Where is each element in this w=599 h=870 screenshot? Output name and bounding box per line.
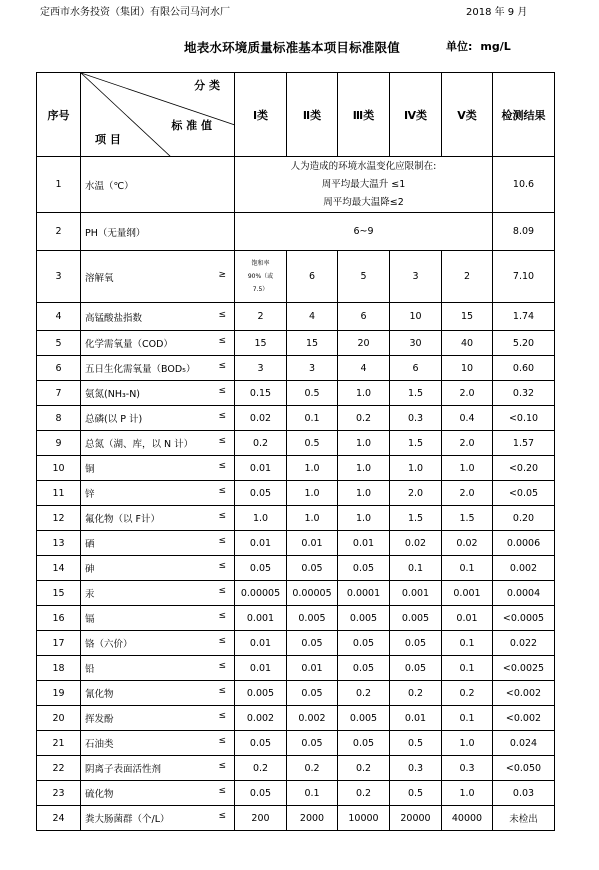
result-value: <0.20: [493, 456, 555, 481]
comparison-symbol: ≤: [218, 336, 226, 346]
row-number: 16: [37, 606, 81, 631]
item-name-text: 铬（六价）: [85, 639, 133, 650]
table-row: [37, 303, 555, 331]
result-value: <0.10: [493, 406, 555, 431]
item-name-text: 汞: [85, 589, 95, 600]
row-number: 9: [37, 431, 81, 456]
header-class-5: Ⅴ类: [442, 73, 493, 157]
unit-label: [446, 38, 511, 54]
limit-value-class-5: 0.1: [442, 656, 493, 681]
result-value: <0.05: [493, 481, 555, 506]
limit-value-class-4: 0.5: [390, 731, 442, 756]
item-name: [81, 731, 235, 756]
limit-value-class-2: 1.0: [287, 481, 338, 506]
row-number: 17: [37, 631, 81, 656]
limit-value-class-4: 0.3: [390, 756, 442, 781]
limit-value-class-2: 1.0: [287, 506, 338, 531]
item-name-text: 五日生化需氧量（BOD₅）: [85, 364, 196, 375]
limit-value-class-2: 0.5: [287, 381, 338, 406]
comparison-symbol: ≤: [218, 661, 226, 671]
limit-value-class-2: 0.05: [287, 731, 338, 756]
limit-value-class-2: 0.1: [287, 781, 338, 806]
result-value: 0.32: [493, 381, 555, 406]
item-name: [81, 157, 235, 213]
result-value: 0.03: [493, 781, 555, 806]
limit-value-class-2: 2000: [287, 806, 338, 831]
limit-value-class-1: 0.2: [235, 756, 287, 781]
row-number: 4: [37, 303, 81, 331]
limit-value-class-5: 0.001: [442, 581, 493, 606]
limit-value-class-2: 6: [287, 251, 338, 303]
comparison-symbol: ≥: [218, 269, 226, 280]
comparison-symbol: ≤: [218, 486, 226, 496]
limit-value-class-1: 0.05: [235, 556, 287, 581]
standards-table: [36, 72, 555, 831]
limit-value-class-2: 0.01: [287, 656, 338, 681]
header-item: 项 目: [95, 133, 121, 146]
row-number: 6: [37, 356, 81, 381]
comparison-symbol: ≤: [218, 386, 226, 396]
item-name: [81, 431, 235, 456]
item-name-text: 镉: [85, 614, 95, 625]
row-number: 13: [37, 531, 81, 556]
comparison-symbol: ≤: [218, 611, 226, 621]
limit-value-class-1: 0.001: [235, 606, 287, 631]
item-name-text: 粪大肠菌群（个/L）: [85, 814, 170, 825]
limit-value-class-3: 6: [338, 303, 390, 331]
item-name-text: 阴离子表面活性剂: [85, 764, 162, 775]
item-name-text: 硫化物: [85, 789, 114, 800]
header-category: 分 类: [194, 79, 220, 92]
item-name: [81, 481, 235, 506]
result-value: 0.60: [493, 356, 555, 381]
table-row: [37, 406, 555, 431]
result-value: 8.09: [493, 213, 555, 251]
table-row: [37, 806, 555, 831]
item-name-text: 氰化物: [85, 689, 114, 700]
header-standard: 标 准 值: [171, 119, 212, 132]
limit-value-class-4: 1.5: [390, 381, 442, 406]
item-name: [81, 631, 235, 656]
item-name-text: 锌: [85, 489, 95, 500]
limit-value-class-3: 0.05: [338, 656, 390, 681]
result-value: 1.74: [493, 303, 555, 331]
comparison-symbol: ≤: [218, 686, 226, 696]
diagonal-header-cell: [81, 73, 235, 157]
result-value: <0.0005: [493, 606, 555, 631]
item-name: [81, 251, 235, 303]
item-name: [81, 756, 235, 781]
limit-value-class-4: 0.05: [390, 631, 442, 656]
limit-value-class-1: 0.005: [235, 681, 287, 706]
limit-value-class-1: 15: [235, 331, 287, 356]
limit-value-class-2: 15: [287, 331, 338, 356]
limit-value-class-3: 1.0: [338, 481, 390, 506]
limit-value-class-3: 0.2: [338, 756, 390, 781]
item-name: [81, 806, 235, 831]
row-number: 12: [37, 506, 81, 531]
header-class-3: Ⅲ类: [338, 73, 390, 157]
limit-value-class-5: 2.0: [442, 381, 493, 406]
limit-value-class-5: 2.0: [442, 481, 493, 506]
item-name: [81, 331, 235, 356]
limit-value-line: 饱和率: [251, 260, 270, 267]
limit-value-class-5: 1.5: [442, 506, 493, 531]
limit-value-class-4: 2.0: [390, 481, 442, 506]
item-name-text: 总氮（湖、库，以 N 计）: [85, 439, 194, 450]
merged-limit-line: 人为造成的环境水温变化应限制在:: [290, 160, 437, 172]
merged-limit-cell: [235, 213, 493, 251]
result-value: <0.002: [493, 706, 555, 731]
limit-value-class-3: 4: [338, 356, 390, 381]
limit-value-class-2: 1.0: [287, 456, 338, 481]
limit-value-class-1: 0.002: [235, 706, 287, 731]
limit-value-class-3: 1.0: [338, 506, 390, 531]
item-name: [81, 706, 235, 731]
item-name-text: 铜: [85, 464, 95, 475]
item-name: [81, 381, 235, 406]
limit-value-class-2: 3: [287, 356, 338, 381]
comparison-symbol: ≤: [218, 461, 226, 471]
limit-value-class-3: 0.05: [338, 631, 390, 656]
comparison-symbol: ≤: [218, 436, 226, 446]
table-row: [37, 656, 555, 681]
limit-value-class-2: 0.002: [287, 706, 338, 731]
limit-value-class-2: 0.005: [287, 606, 338, 631]
limit-value-class-5: 0.01: [442, 606, 493, 631]
limit-value-class-4: 0.5: [390, 781, 442, 806]
limit-value-class-5: 1.0: [442, 456, 493, 481]
header-class-4: Ⅳ类: [390, 73, 442, 157]
item-name-text: PH（无量纲）: [85, 227, 146, 239]
limit-value-class-3: 0.005: [338, 706, 390, 731]
merged-limit-line: 6~9: [353, 225, 374, 237]
header-result: 检测结果: [493, 73, 555, 157]
result-value: 5.20: [493, 331, 555, 356]
limit-value-class-3: 0.2: [338, 781, 390, 806]
table-row: [37, 531, 555, 556]
limit-value-class-5: 2: [442, 251, 493, 303]
limit-value-class-1: 3: [235, 356, 287, 381]
merged-limit-cell: [235, 157, 493, 213]
item-name-text: 水温（℃）: [85, 180, 134, 192]
row-number: 18: [37, 656, 81, 681]
item-name-text: 氨氮(NH₃-N): [85, 389, 141, 400]
limit-value-class-3: 0.2: [338, 406, 390, 431]
result-value: <0.050: [493, 756, 555, 781]
limit-value-class-1: 200: [235, 806, 287, 831]
row-number: 1: [37, 157, 81, 213]
limit-value-class-5: 0.4: [442, 406, 493, 431]
item-name-text: 铅: [85, 664, 95, 675]
limit-value-class-5: 1.0: [442, 731, 493, 756]
limit-value-class-1: 0.15: [235, 381, 287, 406]
limit-value-class-3: 0.05: [338, 731, 390, 756]
limit-value-class-4: 3: [390, 251, 442, 303]
limit-value-class-4: 0.01: [390, 706, 442, 731]
limit-value-class-4: 0.001: [390, 581, 442, 606]
row-number: 20: [37, 706, 81, 731]
limit-value-class-3: 0.01: [338, 531, 390, 556]
table-header-row: [37, 73, 555, 157]
row-number: 11: [37, 481, 81, 506]
limit-value-class-3: 1.0: [338, 456, 390, 481]
limit-value-class-4: 0.05: [390, 656, 442, 681]
result-value: 0.20: [493, 506, 555, 531]
comparison-symbol: ≤: [218, 536, 226, 546]
limit-value-class-2: 0.2: [287, 756, 338, 781]
result-value: 0.0004: [493, 581, 555, 606]
table-row: [37, 506, 555, 531]
comparison-symbol: ≤: [218, 786, 226, 796]
row-number: 19: [37, 681, 81, 706]
limit-value-class-1: 0.05: [235, 731, 287, 756]
limit-value-class-5: 0.2: [442, 681, 493, 706]
comparison-symbol: ≤: [218, 586, 226, 596]
table-row: [37, 706, 555, 731]
limit-value-class-5: 2.0: [442, 431, 493, 456]
table-row: [37, 213, 555, 251]
limit-value-class-4: 1.5: [390, 506, 442, 531]
limit-value-class-1: 0.2: [235, 431, 287, 456]
limit-value-class-5: 0.1: [442, 631, 493, 656]
table-body: [37, 73, 555, 831]
header-class-1: Ⅰ类: [235, 73, 287, 157]
row-number: 23: [37, 781, 81, 806]
limit-value-class-5: 0.1: [442, 556, 493, 581]
limit-value-class-4: 0.2: [390, 681, 442, 706]
limit-value-class-1: 0.01: [235, 531, 287, 556]
limit-value-class-1: [235, 251, 287, 303]
limit-value-class-4: 20000: [390, 806, 442, 831]
unit-value: mg/L: [480, 40, 511, 53]
item-name: [81, 656, 235, 681]
limit-value-class-5: 0.3: [442, 756, 493, 781]
item-name: [81, 456, 235, 481]
limit-value-class-2: 0.05: [287, 556, 338, 581]
row-number: 3: [37, 251, 81, 303]
row-number: 21: [37, 731, 81, 756]
comparison-symbol: ≤: [218, 511, 226, 521]
comparison-symbol: ≤: [218, 309, 226, 320]
result-value: 未检出: [493, 806, 555, 831]
result-value: 7.10: [493, 251, 555, 303]
result-value: <0.0025: [493, 656, 555, 681]
table-row: [37, 756, 555, 781]
item-name-text: 挥发酚: [85, 714, 114, 725]
table-row: [37, 431, 555, 456]
limit-value-class-3: 1.0: [338, 431, 390, 456]
limit-value-class-4: 1.5: [390, 431, 442, 456]
merged-limit-line: 周平均最大温升 ≤1: [321, 178, 406, 190]
row-number: 10: [37, 456, 81, 481]
row-number: 24: [37, 806, 81, 831]
limit-value-class-2: 0.5: [287, 431, 338, 456]
item-name-text: 溶解氧: [85, 272, 114, 284]
table-row: [37, 731, 555, 756]
comparison-symbol: ≤: [218, 736, 226, 746]
limit-value-class-5: 10: [442, 356, 493, 381]
limit-value-class-3: 10000: [338, 806, 390, 831]
item-name: [81, 531, 235, 556]
limit-value-class-4: 0.1: [390, 556, 442, 581]
limit-value-class-3: 0.05: [338, 556, 390, 581]
row-number: 7: [37, 381, 81, 406]
limit-value-class-1: 2: [235, 303, 287, 331]
item-name-text: 化学需氧量（COD）: [85, 339, 173, 350]
result-value: 0.024: [493, 731, 555, 756]
item-name: [81, 581, 235, 606]
comparison-symbol: ≤: [218, 761, 226, 771]
table-row: [37, 606, 555, 631]
table-row: [37, 456, 555, 481]
limit-value-class-1: 1.0: [235, 506, 287, 531]
table-row: [37, 356, 555, 381]
limit-value-class-1: 0.01: [235, 456, 287, 481]
header-seq: 序号: [37, 73, 81, 157]
comparison-symbol: ≤: [218, 411, 226, 421]
limit-value-class-1: 0.01: [235, 656, 287, 681]
item-name: [81, 781, 235, 806]
limit-value-class-1: 0.00005: [235, 581, 287, 606]
item-name: [81, 356, 235, 381]
row-number: 8: [37, 406, 81, 431]
limit-value-line: 90%（或: [247, 273, 274, 280]
limit-value-class-3: 0.005: [338, 606, 390, 631]
table-row: [37, 481, 555, 506]
limit-value-class-2: 4: [287, 303, 338, 331]
item-name: [81, 606, 235, 631]
limit-value-class-5: 15: [442, 303, 493, 331]
comparison-symbol: ≤: [218, 711, 226, 721]
limit-value-class-5: 1.0: [442, 781, 493, 806]
limit-value-class-1: 0.02: [235, 406, 287, 431]
item-name: [81, 681, 235, 706]
limit-value-class-4: 0.3: [390, 406, 442, 431]
item-name: [81, 406, 235, 431]
row-number: 5: [37, 331, 81, 356]
table-row: [37, 631, 555, 656]
limit-value-class-2: 0.05: [287, 681, 338, 706]
result-value: 0.0006: [493, 531, 555, 556]
limit-value-class-5: 0.02: [442, 531, 493, 556]
table-row: [37, 157, 555, 213]
limit-value-class-3: 5: [338, 251, 390, 303]
item-name-text: 石油类: [85, 739, 114, 750]
comparison-symbol: ≤: [218, 811, 226, 821]
limit-value-class-1: 0.01: [235, 631, 287, 656]
table-row: [37, 781, 555, 806]
limit-value-class-4: 30: [390, 331, 442, 356]
limit-value-class-4: 0.02: [390, 531, 442, 556]
merged-limit-line: 周平均最大温降≤2: [323, 196, 404, 208]
row-number: 2: [37, 213, 81, 251]
limit-value-class-3: 1.0: [338, 381, 390, 406]
limit-value-class-5: 40: [442, 331, 493, 356]
item-name-text: 高锰酸盐指数: [85, 312, 143, 324]
table-row: [37, 581, 555, 606]
limit-value-class-4: 0.005: [390, 606, 442, 631]
comparison-symbol: ≤: [218, 636, 226, 646]
limit-value-class-4: 6: [390, 356, 442, 381]
report-date: 2018 年 9 月: [466, 7, 528, 18]
comparison-symbol: ≤: [218, 561, 226, 571]
table-row: [37, 681, 555, 706]
limit-value-class-4: 1.0: [390, 456, 442, 481]
table-row: [37, 381, 555, 406]
limit-value-class-1: 0.05: [235, 781, 287, 806]
limit-value-class-3: 0.2: [338, 681, 390, 706]
limit-value-class-3: 0.0001: [338, 581, 390, 606]
item-name-text: 砷: [85, 564, 95, 575]
table-row: [37, 251, 555, 303]
page-title: 地表水环境质量标准基本项目标准限值: [184, 40, 400, 55]
limit-value-class-2: 0.1: [287, 406, 338, 431]
limit-value-class-2: 0.00005: [287, 581, 338, 606]
result-value: 1.57: [493, 431, 555, 456]
unit-caption: 单位:: [446, 40, 473, 53]
limit-value-class-1: 0.05: [235, 481, 287, 506]
item-name-text: 硒: [85, 539, 95, 550]
row-number: 14: [37, 556, 81, 581]
item-name: [81, 213, 235, 251]
item-name: [81, 506, 235, 531]
limit-value-class-5: 0.1: [442, 706, 493, 731]
limit-value-class-2: 0.05: [287, 631, 338, 656]
table-row: [37, 556, 555, 581]
limit-value-class-5: 40000: [442, 806, 493, 831]
comparison-symbol: ≤: [218, 361, 226, 371]
limit-value-class-4: 10: [390, 303, 442, 331]
item-name: [81, 303, 235, 331]
result-value: 10.6: [493, 157, 555, 213]
limit-value-class-3: 20: [338, 331, 390, 356]
item-name: [81, 556, 235, 581]
row-number: 22: [37, 756, 81, 781]
result-value: <0.002: [493, 681, 555, 706]
limit-value-line: 7.5）: [252, 286, 269, 293]
item-name-text: 氟化物（以 F计）: [85, 514, 160, 525]
result-value: 0.022: [493, 631, 555, 656]
result-value: 0.002: [493, 556, 555, 581]
item-name-text: 总磷(以 P 计): [85, 414, 143, 425]
organization-name: 定西市水务投资（集团）有限公司马河水厂: [40, 7, 230, 18]
limit-value-class-2: 0.01: [287, 531, 338, 556]
table-row: [37, 331, 555, 356]
row-number: 15: [37, 581, 81, 606]
header-class-2: Ⅱ类: [287, 73, 338, 157]
